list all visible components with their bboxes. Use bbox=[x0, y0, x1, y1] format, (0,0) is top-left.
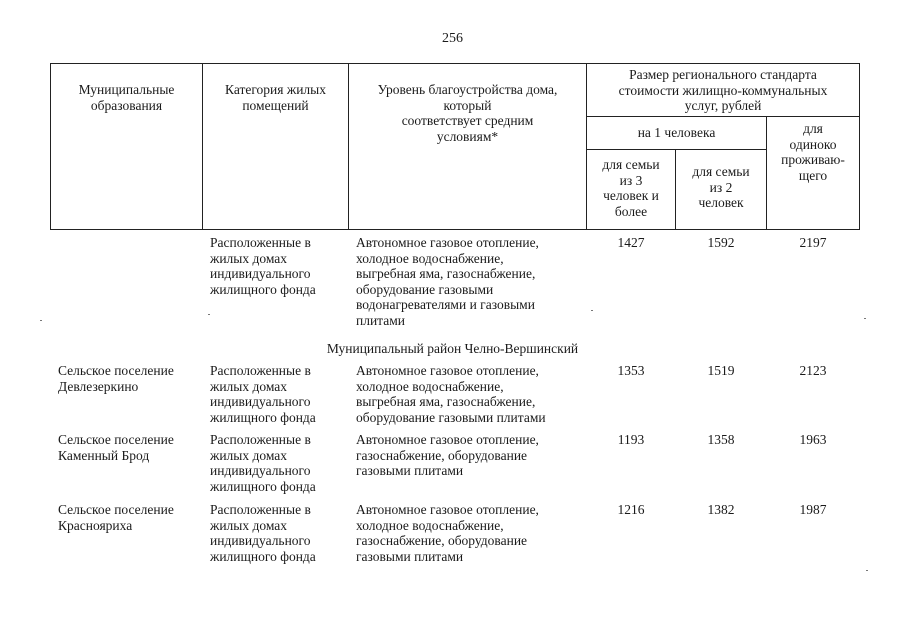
row-3-municipality bbox=[58, 432, 204, 463]
text-line: человек и bbox=[603, 188, 659, 203]
text-line: Категория жилых bbox=[225, 82, 326, 97]
text-line: жилищного фонда bbox=[210, 548, 316, 564]
text-line: Расположенные в bbox=[210, 363, 311, 378]
text-line: холодное водоснабжение, bbox=[356, 250, 504, 266]
table-right-border bbox=[859, 63, 860, 230]
text-line: Автономное газовое отопление, bbox=[356, 235, 539, 250]
row-4-category bbox=[210, 502, 348, 564]
text-line: Сельское поселение bbox=[58, 502, 174, 517]
text-line: Размер регионального стандарта bbox=[629, 67, 817, 82]
row-3-category bbox=[210, 432, 348, 494]
row-1-single-value: 2197 bbox=[799, 235, 827, 250]
text-line: для семьи bbox=[602, 157, 660, 172]
header-category bbox=[203, 82, 348, 113]
header-family-2 bbox=[676, 164, 766, 211]
text-line: Муниципальные bbox=[78, 82, 175, 97]
row-4-municipality bbox=[58, 502, 204, 533]
text-line: Расположенные в bbox=[210, 235, 311, 250]
text-line: индивидуального bbox=[210, 394, 311, 409]
text-line: на 1 человека bbox=[637, 125, 716, 140]
text-line: образования bbox=[90, 97, 163, 113]
text-line: человек bbox=[698, 195, 744, 210]
row-1-improvement-level bbox=[356, 235, 588, 328]
header-per-person bbox=[587, 125, 766, 141]
text-line: более bbox=[614, 203, 648, 219]
row-1-category bbox=[210, 235, 348, 297]
text-line: Сельское поселение bbox=[58, 432, 174, 447]
text-line: газоснабжение, оборудование bbox=[356, 533, 528, 548]
scan-speck bbox=[591, 310, 593, 311]
text-line: индивидуального bbox=[210, 266, 311, 281]
text-line: жилых домах bbox=[210, 378, 288, 394]
row-2-single-value: 2123 bbox=[799, 363, 827, 378]
text-line: Автономное газовое отопление, bbox=[356, 363, 539, 378]
header-family-3 bbox=[587, 157, 675, 219]
text-line: помещений bbox=[242, 97, 309, 113]
text-line: для семьи bbox=[692, 164, 750, 179]
text-line: жилых домах bbox=[210, 447, 288, 463]
text-line: выгребная яма, газоснабжение, bbox=[356, 266, 536, 281]
row-2-family-2-value: 1519 bbox=[707, 363, 735, 378]
text-line: стоимости жилищно-коммунальных bbox=[618, 82, 828, 98]
text-line: Краснояриха bbox=[58, 517, 133, 533]
text-line: индивидуального bbox=[210, 533, 311, 548]
text-line: щего bbox=[798, 167, 828, 183]
scan-speck bbox=[866, 570, 868, 571]
text-line: Сельское поселение bbox=[58, 363, 174, 378]
row-4-family-3-value: 1216 bbox=[617, 502, 645, 517]
text-line: услуг, рублей bbox=[684, 98, 762, 113]
row-4-improvement-level bbox=[356, 502, 588, 564]
header-single-resident bbox=[767, 121, 859, 183]
text-line: водонагревателями и газовыми bbox=[356, 297, 535, 312]
header-municipality bbox=[51, 82, 202, 113]
row-3-family-3-value: 1193 bbox=[617, 432, 645, 447]
text-line: жилых домах bbox=[210, 250, 288, 266]
text-line: который bbox=[443, 97, 492, 113]
text-line: из 2 bbox=[709, 179, 733, 195]
text-line: соответствует средним bbox=[401, 113, 534, 128]
text-line: индивидуального bbox=[210, 463, 311, 478]
section-title: Муниципальный район Челно-Вершинский bbox=[326, 341, 579, 356]
text-line: газовыми плитами bbox=[356, 463, 464, 478]
row-2-municipality bbox=[58, 363, 204, 394]
row-1-family-3-value: 1427 bbox=[617, 235, 645, 250]
text-line: условиям* bbox=[436, 128, 499, 144]
text-line: проживаю- bbox=[781, 152, 845, 167]
text-line: Расположенные в bbox=[210, 432, 311, 447]
text-line: Каменный Брод bbox=[58, 447, 150, 463]
header-standard-size bbox=[587, 67, 859, 114]
header-improvement-level bbox=[349, 82, 586, 144]
scan-speck bbox=[208, 314, 210, 315]
text-line: Автономное газовое отопление, bbox=[356, 432, 539, 447]
row-2-family-3-value: 1353 bbox=[617, 363, 645, 378]
text-line: выгребная яма, газоснабжение, bbox=[356, 394, 536, 409]
text-line: для bbox=[803, 121, 823, 136]
text-line: Расположенные в bbox=[210, 502, 311, 517]
scan-speck bbox=[864, 318, 866, 319]
row-2-improvement-level bbox=[356, 363, 588, 425]
text-line: Автономное газовое отопление, bbox=[356, 502, 539, 517]
group-subdivider bbox=[586, 116, 859, 117]
text-line: жилищного фонда bbox=[210, 281, 316, 297]
row-3-single-value: 1963 bbox=[799, 432, 827, 447]
page-number: 256 bbox=[442, 31, 463, 46]
row-1-family-2-value: 1592 bbox=[707, 235, 735, 250]
header-bottom-border bbox=[50, 229, 859, 230]
text-line: жилых домах bbox=[210, 517, 288, 533]
row-3-family-2-value: 1358 bbox=[707, 432, 735, 447]
row-2-category bbox=[210, 363, 348, 425]
scan-speck bbox=[40, 320, 42, 321]
row-3-improvement-level bbox=[356, 432, 588, 479]
text-line: Уровень благоустройства дома, bbox=[377, 82, 558, 97]
text-line: газовыми плитами bbox=[356, 548, 464, 564]
text-line: жилищного фонда bbox=[210, 409, 316, 425]
text-line: из 3 bbox=[619, 172, 643, 188]
row-4-single-value: 1987 bbox=[799, 502, 827, 517]
text-line: жилищного фонда bbox=[210, 478, 316, 494]
per-person-subdivider bbox=[586, 149, 766, 150]
text-line: оборудование газовыми плитами bbox=[356, 409, 546, 425]
text-line: холодное водоснабжение, bbox=[356, 517, 504, 533]
row-4-family-2-value: 1382 bbox=[707, 502, 735, 517]
text-line: плитами bbox=[356, 312, 406, 328]
text-line: оборудование газовыми bbox=[356, 281, 494, 297]
text-line: холодное водоснабжение, bbox=[356, 378, 504, 394]
text-line: газоснабжение, оборудование bbox=[356, 447, 528, 463]
text-line: одиноко bbox=[789, 136, 837, 152]
table-top-border bbox=[50, 63, 859, 64]
text-line: Девлезеркино bbox=[58, 378, 139, 394]
